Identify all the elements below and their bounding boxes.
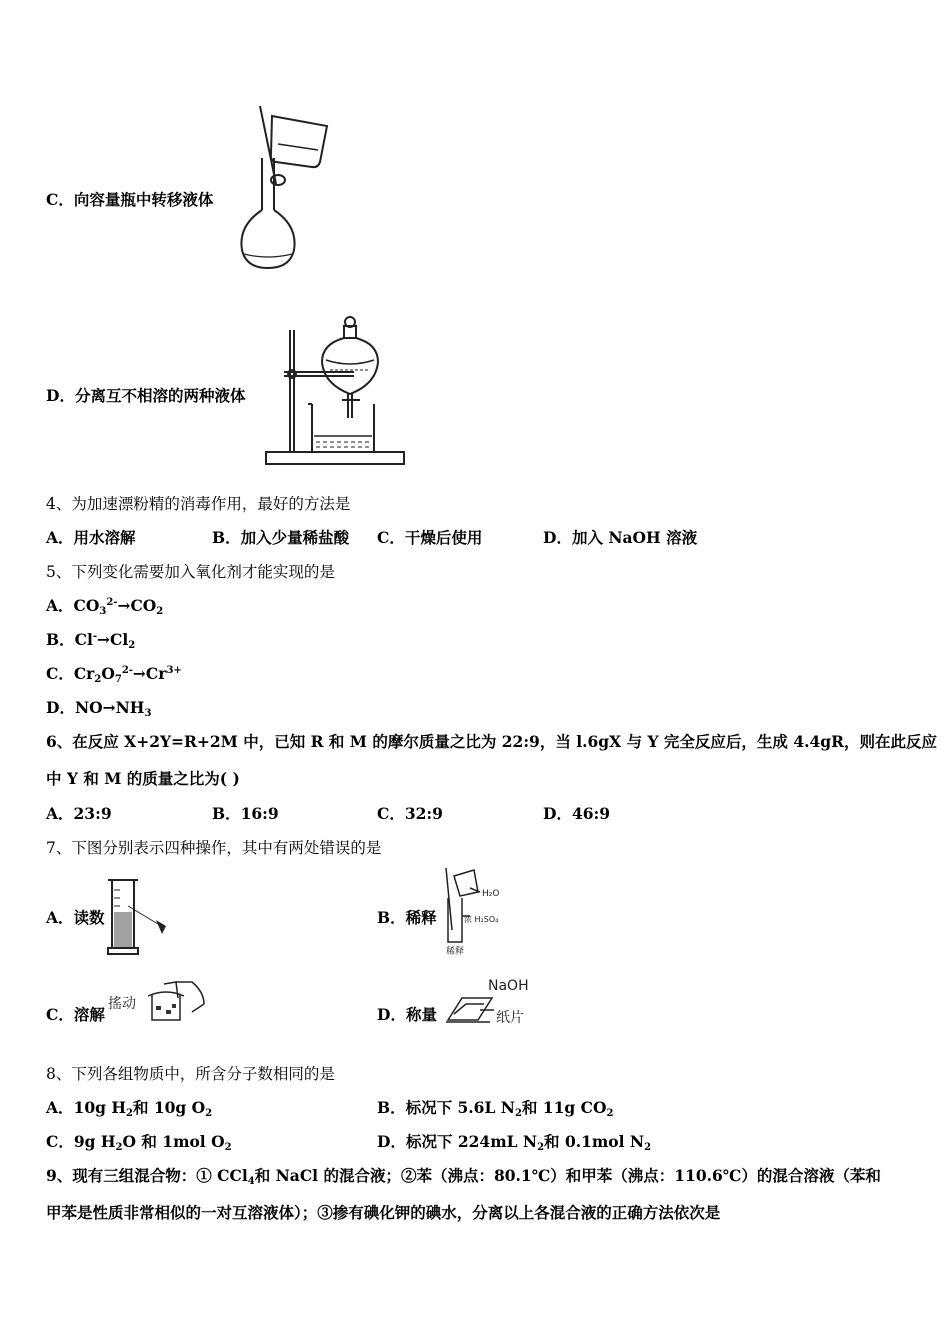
q8-b-s1: 2 xyxy=(514,1108,522,1119)
q9-l1-a: 9、现有三组混合物：① CCl xyxy=(46,1166,248,1185)
q3-option-d-text: 分离互不相溶的两种液体 xyxy=(74,386,246,405)
q3-option-d[interactable] xyxy=(46,386,245,406)
q8-b-label: B． xyxy=(377,1098,406,1117)
q8-c-label: C． xyxy=(46,1132,74,1151)
q5-stem xyxy=(46,562,335,582)
q5-a-from: CO xyxy=(73,596,100,615)
q5-c-to-sup: 3+ xyxy=(166,665,182,676)
q9-stem-line1 xyxy=(46,1166,881,1186)
q3-option-c[interactable] xyxy=(46,190,213,210)
q5-d-to-sub: 3 xyxy=(144,708,152,719)
q9-stem-line2: 甲苯是性质非常相似的一对互溶液体）；③掺有碘化钾的碘水，分离以上各混合液的正确方法依次是 xyxy=(46,1203,721,1222)
q5-d-arrow: → xyxy=(102,698,116,717)
q5-a-from-sub: 3 xyxy=(99,606,107,617)
q5-a-arrow: → xyxy=(117,596,131,615)
q5-c-from1: Cr xyxy=(73,664,95,683)
q8-c-t1: 9g H xyxy=(73,1132,116,1151)
volumetric-flask-figure xyxy=(232,104,342,274)
q8-a-s1: 2 xyxy=(125,1108,133,1119)
q5-b-from: Cl xyxy=(74,630,93,649)
q7-b-acid-label: 浓 H₂SO₄ xyxy=(464,915,499,924)
q7-c-shake-label: 搖动 xyxy=(108,996,136,1012)
q5-c-from2: O xyxy=(101,664,115,683)
q8-d-t2: 和 0.1mol N xyxy=(544,1132,645,1151)
q7-option-c[interactable]: C．溶解 xyxy=(46,1005,105,1024)
q4-stem xyxy=(46,494,350,514)
q3-option-c-label: C． xyxy=(46,190,74,209)
q5-c-from-sub2: 7 xyxy=(114,674,122,685)
q7-option-d[interactable]: D．称量 xyxy=(377,1005,437,1024)
q5-option-d[interactable] xyxy=(46,698,151,718)
q7-stem-text: 7、下图分别表示四种操作，其中有两处错误的是 xyxy=(46,839,382,857)
q8-d-label: D． xyxy=(377,1132,406,1151)
q5-c-from-sub1: 2 xyxy=(94,674,102,685)
dilution-figure xyxy=(440,866,516,958)
q5-c-arrow: → xyxy=(132,664,146,683)
q5-a-from-sup: 2- xyxy=(106,597,118,608)
q6-option-a[interactable]: A．23:9 xyxy=(46,804,112,823)
q5-d-label: D． xyxy=(46,698,75,717)
q8-option-a[interactable] xyxy=(46,1098,212,1118)
q3-option-c-text: 向容量瓶中转移液体 xyxy=(73,190,214,209)
q4-option-a[interactable]: A．用水溶解 xyxy=(46,528,136,547)
q7-d-paper-label: 纸片 xyxy=(496,1010,524,1026)
q4-option-c[interactable]: C．干燥后使用 xyxy=(377,528,483,547)
q7-stem xyxy=(46,838,381,858)
q8-b-t2: 和 11g CO xyxy=(521,1098,607,1117)
graduated-cylinder-reading-figure xyxy=(104,876,174,960)
q6-option-b[interactable]: B．16:9 xyxy=(212,804,279,823)
q8-c-s1: 2 xyxy=(115,1142,123,1153)
q8-a-t2: 和 10g O xyxy=(132,1098,206,1117)
q8-a-label: A． xyxy=(46,1098,74,1117)
q8-b-s2: 2 xyxy=(606,1108,614,1119)
weighing-figure xyxy=(444,976,544,1030)
q5-b-label: B． xyxy=(46,630,75,649)
q8-option-c[interactable] xyxy=(46,1132,232,1152)
q8-d-t1: 标况下 224mL N xyxy=(405,1132,538,1151)
q8-c-t2: O 和 1mol O xyxy=(122,1132,225,1151)
q5-option-c[interactable] xyxy=(46,664,182,684)
q5-stem-text: 5、下列变化需要加入氧化剂才能实现的是 xyxy=(46,563,335,581)
q7-b-caption: 稀释 xyxy=(446,947,465,957)
q8-stem xyxy=(46,1064,335,1084)
q5-c-label: C． xyxy=(46,664,74,683)
q6-stem-line2: 中 Y 和 M 的质量之比为( ) xyxy=(46,769,240,788)
dissolving-figure xyxy=(106,974,210,1030)
q9-l1-b: 和 NaCl 的混合液；②苯（沸点：80.1℃）和甲苯（沸点：110.6℃）的混合溶液（苯和 xyxy=(254,1166,881,1185)
q5-b-from-sup: - xyxy=(92,631,97,642)
q5-a-to-sub: 2 xyxy=(156,606,164,617)
q5-a-label: A． xyxy=(46,596,74,615)
q8-stem-text: 8、下列各组物质中，所含分子数相同的是 xyxy=(46,1065,335,1083)
q5-d-to: NH xyxy=(115,698,145,717)
q9-l1-sub: 4 xyxy=(247,1176,255,1187)
q5-option-b[interactable] xyxy=(46,630,135,650)
q5-option-a[interactable] xyxy=(46,596,163,616)
q8-a-t1: 10g H xyxy=(73,1098,126,1117)
q8-a-s2: 2 xyxy=(205,1108,213,1119)
q7-b-h2o-label: H₂O xyxy=(482,889,500,899)
q8-c-s2: 2 xyxy=(224,1142,232,1153)
q5-c-from-sup: 2- xyxy=(121,665,133,676)
q8-option-b[interactable] xyxy=(377,1098,613,1118)
q7-d-naoh-label: NaOH xyxy=(488,978,529,994)
q8-option-d[interactable] xyxy=(377,1132,651,1152)
q5-b-arrow: → xyxy=(97,630,110,649)
q8-d-s1: 2 xyxy=(537,1142,545,1153)
q6-stem-line1: 6、在反应 X+2Y=R+2M 中，已知 R 和 M 的摩尔质量之比为 22:9，当 l.6gX 与 Y 完全反应后，生成 4.4gR，则在此反应 xyxy=(46,732,938,751)
q7-option-a[interactable]: A．读数 xyxy=(46,908,105,927)
q6-option-c[interactable]: C．32:9 xyxy=(377,804,443,823)
q3-option-d-label: D． xyxy=(46,386,75,405)
q5-b-to-sub: 2 xyxy=(128,640,136,651)
q5-a-to: CO xyxy=(130,596,157,615)
q4-stem-text: 4、为加速漂粉精的消毒作用，最好的方法是 xyxy=(46,495,351,513)
q6-option-d[interactable]: D．46:9 xyxy=(543,804,611,823)
q4-option-b[interactable]: B．加入少量稀盐酸 xyxy=(212,528,350,547)
separatory-funnel-figure xyxy=(264,310,412,470)
q5-c-to: Cr xyxy=(145,664,167,683)
q8-d-s2: 2 xyxy=(644,1142,652,1153)
q7-option-b[interactable]: B．稀释 xyxy=(377,908,437,927)
q5-d-from: NO xyxy=(74,698,103,717)
q8-b-t1: 标况下 5.6L N xyxy=(405,1098,515,1117)
q4-option-d[interactable]: D．加入 NaOH 溶液 xyxy=(543,528,698,547)
q5-b-to: Cl xyxy=(110,630,129,649)
